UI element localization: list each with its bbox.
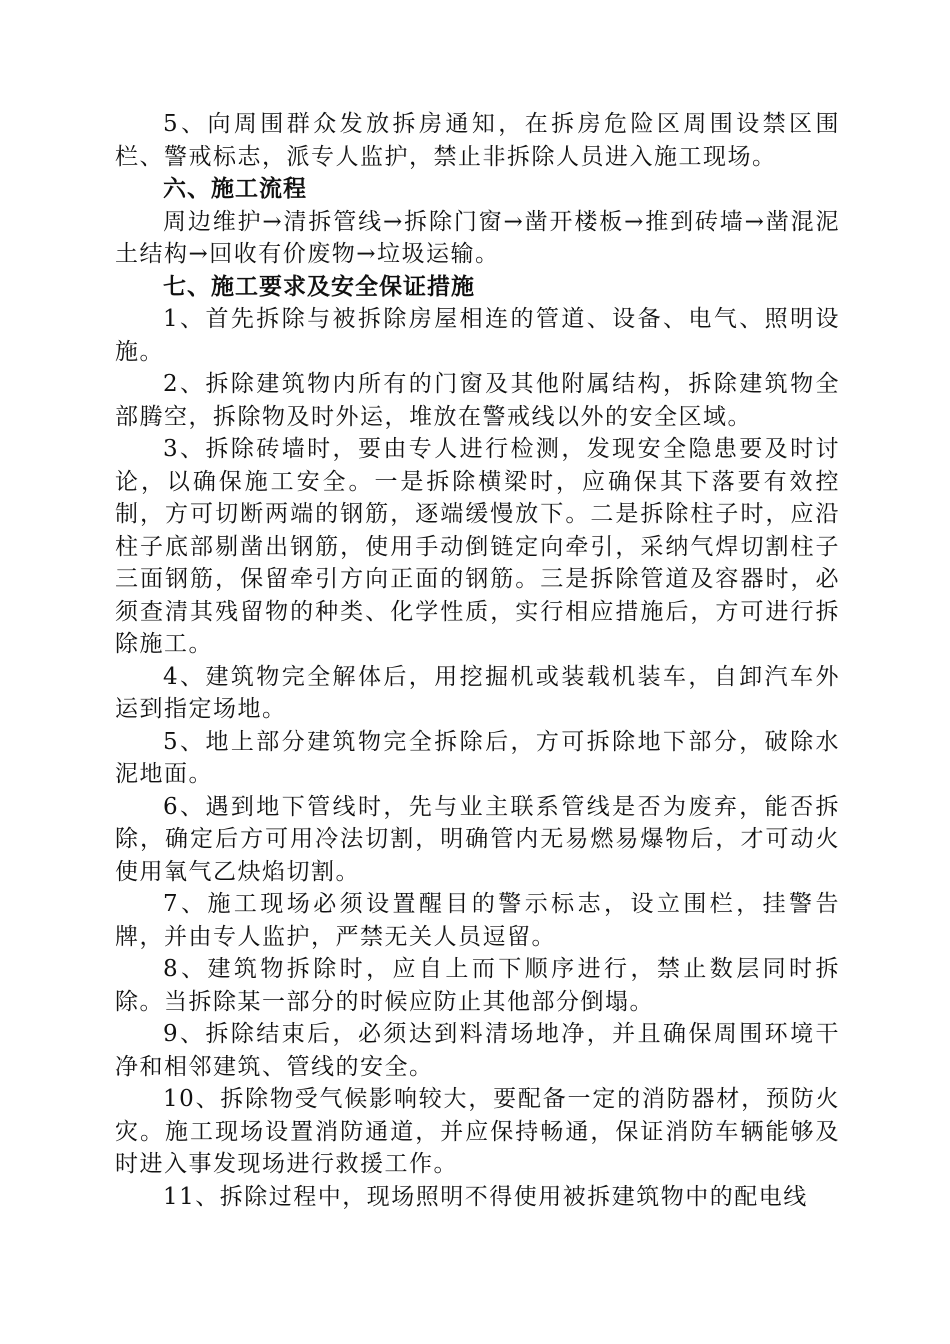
- document-page: [115, 108, 840, 1213]
- paragraph-requirement-2: 2、拆除建筑物内所有的门窗及其他附属结构，拆除建筑物全部腾空，拆除物及时外运，堆放在警戒线以外的安全区域。: [115, 371, 840, 430]
- paragraph-requirement-6: 6、遇到地下管线时，先与业主联系管线是否为废弃，能否拆除，确定后方可用冷法切割，明确管内无易燃易爆物后，才可动火使用氧气乙炔焰切割。: [115, 793, 840, 885]
- section-heading-requirements-safety: 七、施工要求及安全保证措施: [163, 272, 475, 300]
- section-heading-construction-process: 六、施工流程: [163, 175, 307, 202]
- paragraph-requirement-10: 10、拆除物受气候影响较大，要配备一定的消防器材，预防火灾。施工现场设置消防通道，并应保持畅通，保证消防车辆能够及时进入事发现场进行救援工作。: [115, 1086, 840, 1177]
- paragraph-process-flow: 周边维护→清拆管线→拆除门窗→凿开楼板→推到砖墙→凿混泥土结构→回收有价废物→垃圾运输。: [115, 208, 840, 267]
- paragraph-requirement-1: 1、首先拆除与被拆除房屋相连的管道、设备、电气、照明设施。: [115, 306, 840, 365]
- paragraph-requirement-11: 11、拆除过程中，现场照明不得使用被拆建筑物中的配电线: [163, 1183, 808, 1210]
- paragraph-requirement-5: 5、地上部分建筑物完全拆除后，方可拆除地下部分，破除水泥地面。: [115, 728, 840, 787]
- paragraph-item-5-notice: 5、向周围群众发放拆房通知，在拆房危险区周围设禁区围栏、警戒标志，派专人监护，禁止非拆除人员进入施工现场。: [115, 111, 840, 170]
- paragraph-requirement-3: 3、拆除砖墙时，要由专人进行检测，发现安全隐患要及时讨论，以确保施工安全。一是拆除横梁时，应确保其下落要有效控制，方可切断两端的钢筋，逐端缓慢放下。二是拆除柱子时，应沿柱子底部剔凿出钢筋，使用手动倒链定向牵引，采纳气焊切割柱子三面钢筋，保留牵引方向正面的钢筋。三是拆除管道及容器时，必须查清其残留物的种类、化学性质，实行相应措施后，方可进行拆除施工。: [115, 436, 840, 657]
- paragraph-requirement-7: 7、施工现场必须设置醒目的警示标志，设立围栏，挂警告牌，并由专人监护，严禁无关人员逗留。: [115, 891, 840, 950]
- paragraph-requirement-9: 9、拆除结束后，必须达到料清场地净，并且确保周围环境干净和相邻建筑、管线的安全。: [115, 1021, 840, 1080]
- paragraph-requirement-8: 8、建筑物拆除时，应自上而下顺序进行，禁止数层同时拆除。当拆除某一部分的时候应防止其他部分倒塌。: [115, 956, 840, 1015]
- paragraph-requirement-4: 4、建筑物完全解体后，用挖掘机或装载机装车，自卸汽车外运到指定场地。: [115, 663, 840, 722]
